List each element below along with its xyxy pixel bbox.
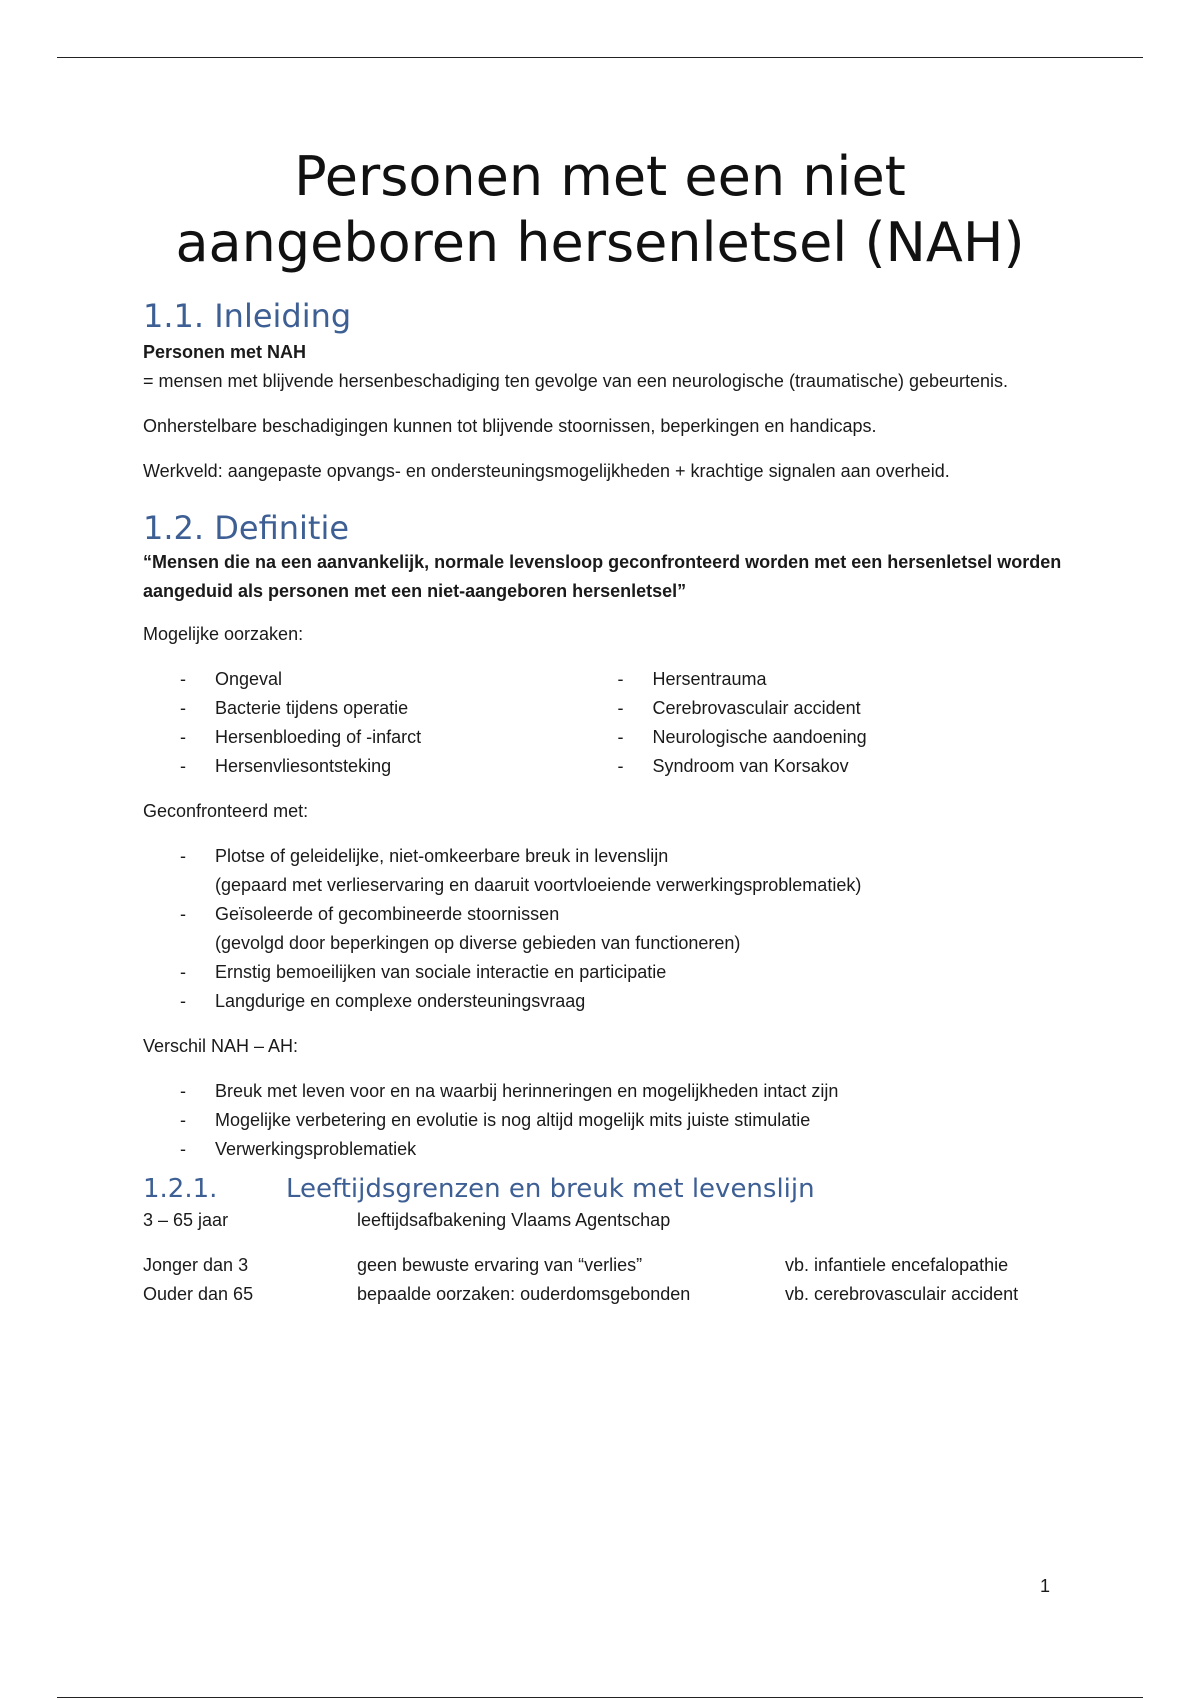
verschil-label: Verschil NAH – AH: (143, 1036, 299, 1056)
geconfronteerd-list (143, 842, 1063, 1016)
age-range-text: leeftijdsafbakening Vlaams Agentschap (357, 1210, 671, 1230)
heading-number: 1.2.1. (143, 1174, 218, 1204)
list-item: - Hersenvliesontsteking (143, 752, 626, 781)
table-row (143, 1251, 1063, 1280)
list-item: - Cerebrovasculair accident (581, 694, 1064, 723)
definition-text: = mensen met blijvende hersenbeschadiging ten gevolge van een neurologische (traumatische) gebeurtenis. (143, 371, 1009, 391)
age-range-label: 3 – 65 jaar (143, 1210, 229, 1230)
paragraph-werkveld: Werkveld: aangepaste opvangs- en ondersteuningsmogelijkheden + krachtige signalen aan overheid. (143, 461, 950, 481)
heading-definitie: 1.2. Definitie (143, 509, 350, 547)
list-item: - Bacterie tijdens operatie (143, 694, 626, 723)
term-personen-met-nah: Personen met NAH (143, 342, 307, 362)
list-item (143, 900, 1063, 958)
heading-text: Leeftijdsgrenzen en breuk met levenslijn (286, 1174, 815, 1204)
list-item-text: Plotse of geleidelijke, niet-omkeerbare breuk in levenslijn (215, 846, 669, 866)
bottom-rule (57, 1697, 1143, 1698)
example-cell: vb. infantiele encefalopathie (785, 1255, 1009, 1275)
definition-quote: “Mensen die na een aanvankelijk, normale levensloop geconfronteerd worden met een hersenletsel worden aangeduid als personen met een niet-aangeboren hersenletsel” (143, 552, 1062, 601)
list-item: - Syndroom van Korsakov (581, 752, 1064, 781)
list-item-note: (gepaard met verlieservaring en daaruit voortvloeiende verwerkingsproblematiek) (215, 875, 862, 895)
heading-leeftijdsgrenzen (143, 1172, 1063, 1206)
list-item-text: Geïsoleerde of gecombineerde stoornissen (215, 904, 560, 924)
geconfronteerd-label: Geconfronteerd met: (143, 801, 309, 821)
list-item: - Hersentrauma (581, 665, 1064, 694)
document-body (143, 296, 1063, 1309)
desc-cell: bepaalde oorzaken: ouderdomsgebonden (357, 1284, 691, 1304)
title-line-1: Personen met een niet (294, 145, 906, 208)
list-item-note: (gevolgd door beperkingen op diverse gebieden van functioneren) (215, 933, 741, 953)
oorzaken-columns (143, 665, 1063, 781)
list-item: - Langdurige en complexe ondersteuningsvraag (143, 987, 1063, 1016)
list-item: - Breuk met leven voor en na waarbij herinneringen en mogelijkheden intact zijn (143, 1077, 1063, 1106)
list-item: - Verwerkingsproblematiek (143, 1135, 1063, 1164)
desc-cell: geen bewuste ervaring van “verlies” (357, 1255, 643, 1275)
list-item (143, 842, 1063, 900)
verschil-list (143, 1077, 1063, 1164)
list-item: - Mogelijke verbetering en evolutie is nog altijd mogelijk mits juiste stimulatie (143, 1106, 1063, 1135)
table-row (143, 1280, 1063, 1309)
heading-inleiding: 1.1. Inleiding (143, 297, 352, 335)
list-item: - Hersenbloeding of -infarct (143, 723, 626, 752)
list-item: - Ernstig bemoeilijken van sociale interactie en participatie (143, 958, 1063, 987)
list-item: - Ongeval (143, 665, 626, 694)
age-range-row (143, 1206, 1063, 1235)
paragraph-onherstelbare: Onherstelbare beschadigingen kunnen tot blijvende stoornissen, beperkingen en handicaps. (143, 416, 877, 436)
oorzaken-label: Mogelijke oorzaken: (143, 624, 304, 644)
age-cell: Jonger dan 3 (143, 1255, 249, 1275)
age-cell: Ouder dan 65 (143, 1284, 254, 1304)
oorzaken-left-list (143, 665, 626, 781)
document-title (100, 144, 1100, 276)
oorzaken-right-list (581, 665, 1064, 781)
list-item: - Neurologische aandoening (581, 723, 1064, 752)
top-rule (57, 57, 1143, 58)
title-line-2: aangeboren hersenletsel (NAH) (175, 211, 1025, 274)
page-number: 1 (1040, 1576, 1051, 1596)
example-cell: vb. cerebrovasculair accident (785, 1284, 1019, 1304)
